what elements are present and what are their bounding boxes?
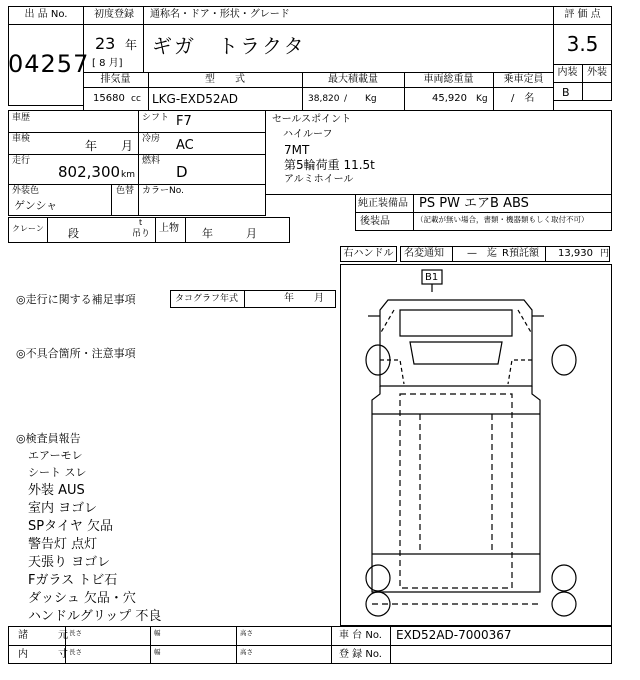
lot-number: 04257 [8,50,90,78]
max-load-value: 38,820 [308,94,340,104]
truck-diagram [340,264,612,626]
recycle-value: 13,930 [558,248,593,259]
capacity-value: / 名 [511,93,535,104]
inspector-line: 警告灯 点灯 [28,537,98,552]
ac-value: AC [176,138,194,153]
max-load-label: 最大積載量 [328,74,378,85]
inspector-line: シート スレ [28,466,87,479]
interior-grade-label: 内装 [557,67,578,78]
score-label: 評 価 点 [564,9,601,20]
footer-len-2: 長さ [69,648,82,656]
fuel-value: D [176,163,188,181]
capacity-label: 乗車定員 [503,74,544,85]
rhd-label: 右ハンドル [343,248,394,259]
std-equipment-label: 純正装備品 [358,198,408,209]
ext-color-value: ゲンシャ [14,199,58,212]
shift-label: シフト [142,113,170,123]
interior-grade: B [562,86,570,99]
upper-label: 上物 [159,223,179,234]
footer-interior-label: 内 寸 [18,649,68,660]
sales-line-3: 第5輪荷重 11.5t [284,158,375,172]
sales-line-4: アルミホイール [284,174,354,185]
mileage-unit: km [121,170,135,180]
fuel-label: 燃料 [142,156,161,166]
displacement-unit: cc [131,94,141,104]
mileage-value: 802,300 [58,163,121,181]
chassis-label: 車 台 No. [339,630,382,641]
ext-color-label: 外装色 [12,186,40,196]
footer-len-1: 長さ [69,629,82,637]
history-label: 車歴 [12,113,31,123]
footer-hgt-1: 高さ [240,629,253,637]
inspector-line: 室内 ヨゴレ [28,501,98,516]
inspector-line: 天張り ヨゴレ [28,555,111,570]
upper-date: 年 月 [202,227,257,240]
crane-stage: 段 [68,227,79,240]
color-code-label: カラーNo. [142,186,184,196]
defects-label: ◎不具合箇所・注意事項 [16,347,136,360]
model-code: LKG-EXD52AD [152,92,238,106]
first-reg-month: [ 8 月] [92,58,123,69]
inspection-label: 車検 [12,134,31,144]
sales-points-label: セールスポイント [272,114,352,125]
ac-label: 冷房 [142,134,161,144]
displacement-value: 15680 [93,93,125,104]
aftermarket-label: 後装品 [360,216,390,227]
sales-line-1: ハイルーフ [283,129,333,140]
tacho-value: 年 月 [284,293,324,304]
name-change-until: 迄 [487,248,497,259]
inspection-value: 年 月 [85,139,134,153]
mileage-label: 走行 [12,156,31,166]
footer-specs-label: 諸 元 [18,630,68,641]
reg-no-label: 登 録 No. [339,649,382,660]
aftermarket-note: （記載が無い場合，書類・機器類もしく取付不可） [416,215,589,224]
shift-value: F7 [176,114,192,129]
name-change-dash: — [467,248,477,259]
sales-line-2: 7MT [284,143,310,157]
name-change-label: 名変通知 [404,248,444,259]
damage-marker-b1: B1 [425,272,439,283]
chassis-value: EXD52AD-7000367 [396,628,512,642]
gross-weight-unit: Kg [476,94,488,104]
inspector-line: SPタイヤ 欠品 [28,519,113,534]
exterior-grade-label: 外装 [587,67,607,78]
recycle-label: R預託額 [502,248,539,259]
crane-ton: 吊り [132,229,151,239]
gross-weight-label: 車両総重量 [423,74,474,85]
inspector-line: Fガラス トビ石 [28,573,118,588]
max-load-unit: / Kg [344,94,377,104]
first-reg-label: 初度登録 [94,9,134,20]
crane-label: クレーン [12,224,44,233]
crane-ton-t: t [139,218,143,227]
inspector-label: ◎検査員報告 [16,432,81,445]
std-equipment-value: PS PW エアB ABS [419,196,529,211]
model-name: ギガ トラクタ [152,34,306,58]
recycle-unit: 円 [600,249,610,259]
inspector-line: エアーモレ [28,449,83,462]
inspector-line: ハンドルグリップ 不良 [28,609,162,624]
footer-hgt-2: 高さ [240,648,253,656]
model-code-label: 型 式 [205,74,245,85]
first-reg-year-unit: 年 [125,38,138,52]
gross-weight-value: 45,920 [432,93,467,104]
inspector-line: ダッシュ 欠品・穴 [28,591,136,606]
inspector-line: 外装 AUS [28,483,85,498]
name-label: 通称名・ドア・形状・グレード [150,9,290,20]
color-no-label: 色替 [116,186,135,196]
first-reg-year: 23 [95,34,116,53]
travel-notes-label: ◎走行に関する補足事項 [16,293,136,306]
displacement-label: 排気量 [100,74,131,85]
footer-wid-1: 幅 [154,629,161,637]
lot-label: 出 品 No. [24,9,68,20]
tacho-label: タコグラフ年式 [175,294,239,304]
footer-wid-2: 幅 [154,648,161,656]
score-value: 3.5 [566,32,599,56]
